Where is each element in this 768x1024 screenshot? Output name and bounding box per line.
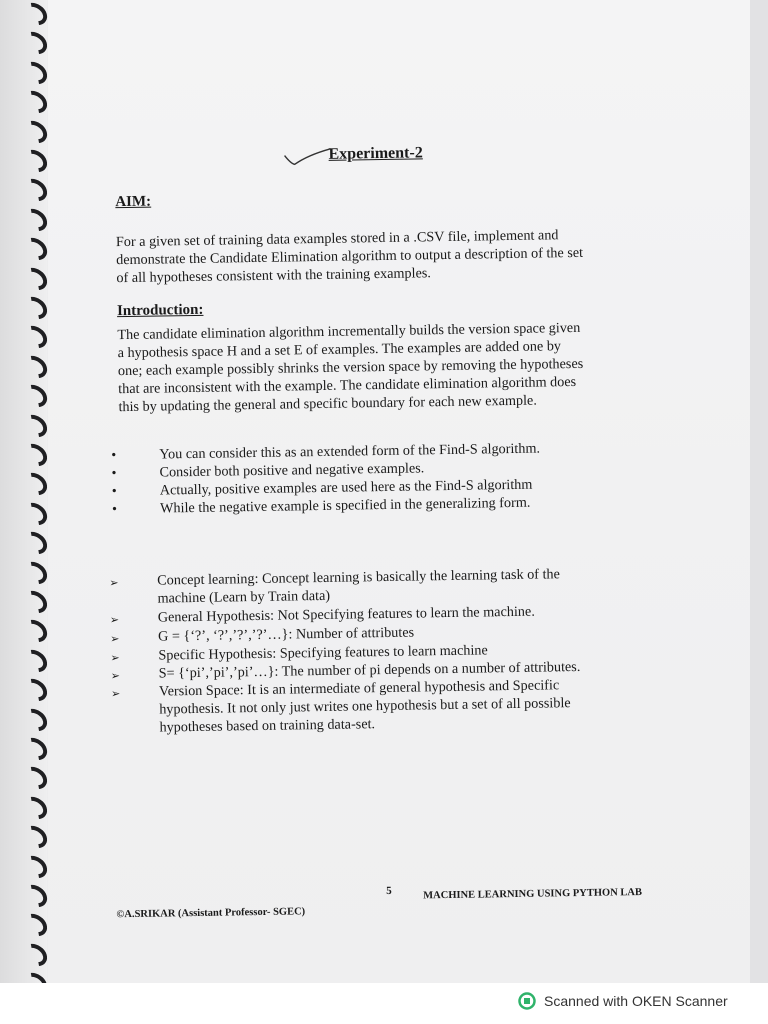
bullet-text: While the negative example is specified in the generalizing form. xyxy=(159,494,531,517)
bullet-text: Actually, positive examples are used here as the Find-S algorithm xyxy=(159,476,533,499)
introduction-paragraph xyxy=(117,318,646,416)
arrow-line: S= {‘pi’,’pi’,’pi’…}: The number of pi depends on a number of attributes. xyxy=(158,658,581,682)
bullet-list xyxy=(111,438,632,518)
scanner-watermark xyxy=(518,990,728,1012)
bullet-dot-icon: • xyxy=(111,466,117,482)
arrow-line: hypotheses based on training data-set. xyxy=(159,716,376,736)
arrow-bullet-icon: ➢ xyxy=(109,576,119,590)
arrow-line: hypothesis. It not only just writes one hypothesis but a set of all possible xyxy=(159,695,571,718)
scanner-label: Scanned with OKEN Scanner xyxy=(544,993,728,1009)
arrow-bullet-icon: ➢ xyxy=(110,669,121,683)
footer-lab-title: MACHINE LEARNING USING PYTHON LAB xyxy=(423,886,643,902)
arrow-bullet-icon: ➢ xyxy=(109,613,120,627)
page-number: 5 xyxy=(386,884,392,898)
introduction-line: The candidate elimination algorithm incrementally builds the version space given xyxy=(117,319,581,344)
introduction-line: one; each example possibly shrinks the version space by removing the hypotheses xyxy=(117,355,584,380)
bullet-text: Consider both positive and negative examples. xyxy=(159,460,425,481)
bullet-text: You can consider this as an extended form of the Find-S algorithm. xyxy=(159,440,541,463)
handwritten-tick-mark xyxy=(282,147,332,170)
arrow-line: machine (Learn by Train data) xyxy=(157,587,331,607)
introduction-heading: Introduction: xyxy=(116,301,204,320)
arrow-item-text xyxy=(159,675,650,737)
arrow-list xyxy=(109,564,649,736)
scanner-logo-icon xyxy=(518,992,536,1010)
introduction-line: that are inconsistent with the example. The candidate elimination algorithm does xyxy=(118,373,577,398)
introduction-line: a hypothesis space H and a set E of examples. The examples are added one by xyxy=(117,338,562,362)
arrow-line: Specific Hypothesis: Specifying features to learn machine xyxy=(158,642,488,664)
arrow-bullet-icon: ➢ xyxy=(110,651,120,665)
arrow-bullet-icon: ➢ xyxy=(110,687,121,701)
aim-paragraph xyxy=(116,225,645,287)
bullet-dot-icon: • xyxy=(111,484,117,500)
arrow-line: Version Space: It is an intermediate of general hypothesis and Specific xyxy=(158,677,560,700)
bullet-dot-icon: • xyxy=(112,502,118,518)
arrow-item xyxy=(109,564,649,607)
aim-heading: AIM: xyxy=(115,193,152,211)
introduction-line: this by updating the general and specific boundary for each new example. xyxy=(118,392,537,416)
arrow-line: Concept learning: Concept learning is basically the learning task of the xyxy=(157,566,560,589)
arrow-line: General Hypothesis: Not Specifying features to learn the machine. xyxy=(157,603,535,626)
bullet-dot-icon: • xyxy=(111,448,117,464)
aim-line: demonstrate the Candidate Elimination algorithm to output a description of the set xyxy=(116,244,584,269)
experiment-title: Experiment-2 xyxy=(328,144,423,163)
footer-author: ©A.SRIKAR (Assistant Professor- SGEC) xyxy=(116,906,306,921)
arrow-line: G = {‘?’, ‘?’,’?’,’?’…}: Number of attributes xyxy=(157,624,415,645)
aim-line: of all hypotheses consistent with the training examples. xyxy=(116,265,432,287)
arrow-bullet-icon: ➢ xyxy=(110,632,120,646)
aim-line: For a given set of training data examples stored in a .CSV file, implement and xyxy=(115,227,559,251)
arrow-item-text xyxy=(157,564,648,608)
